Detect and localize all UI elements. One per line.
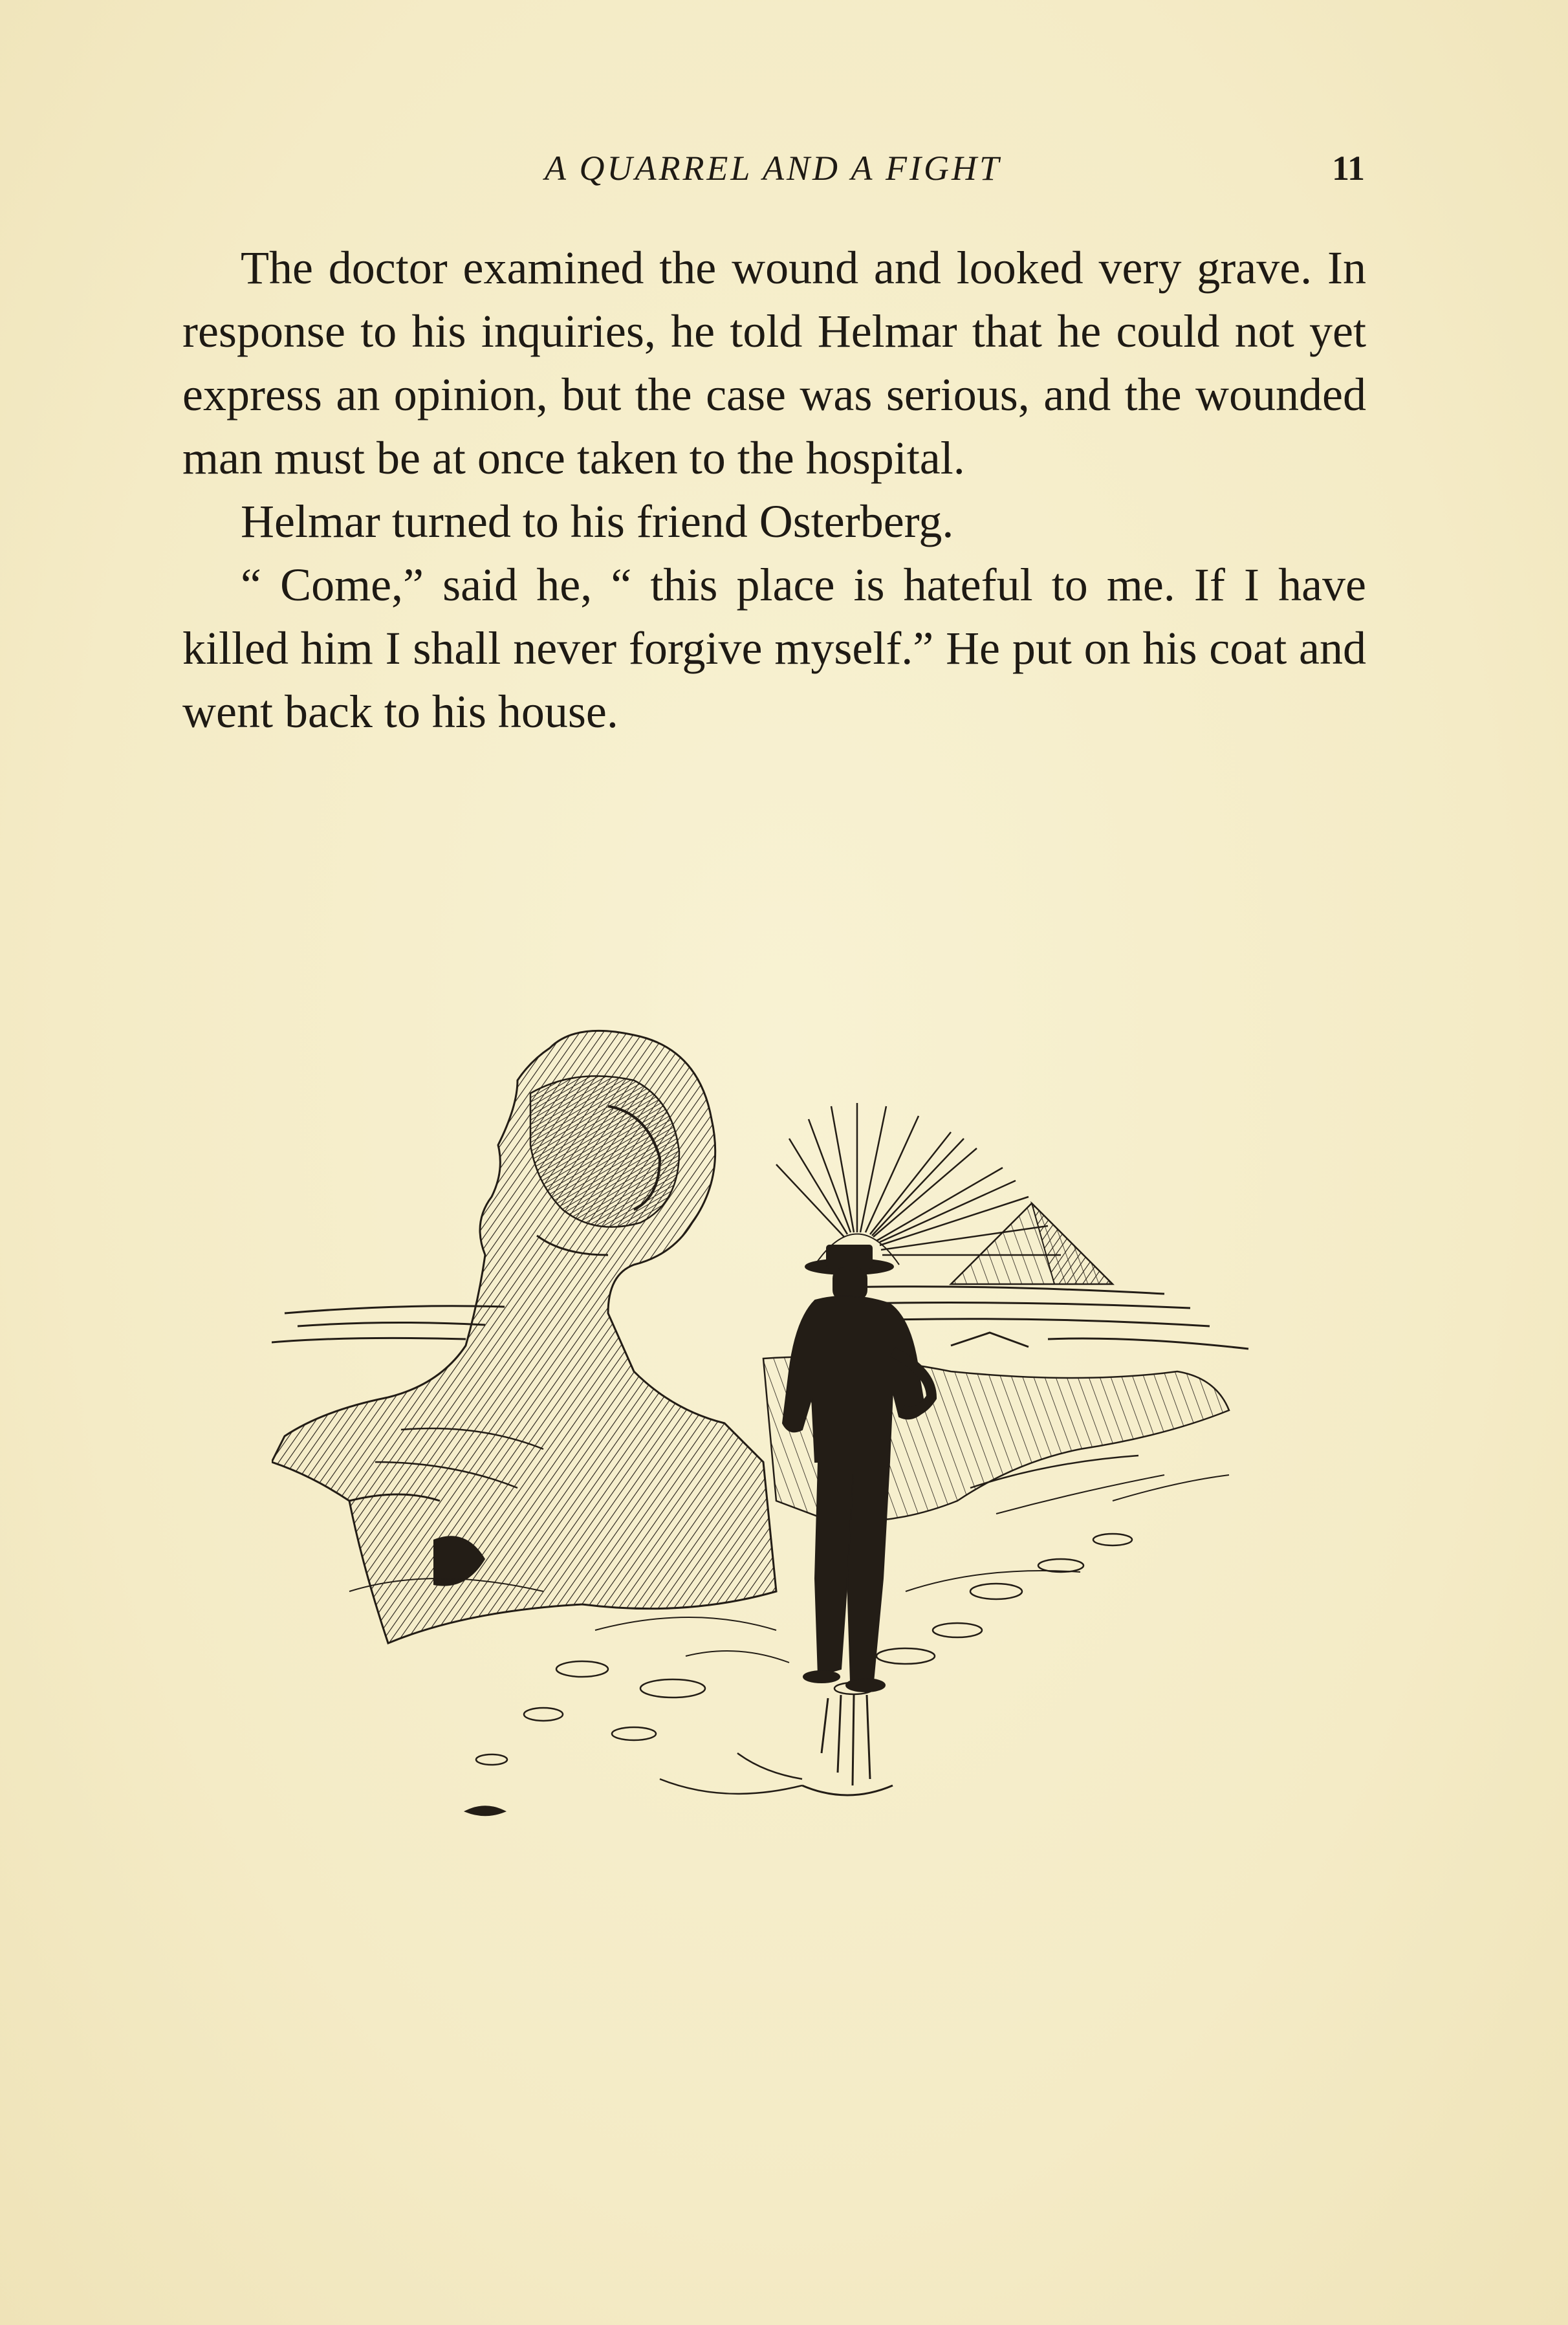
running-title: A QUARREL AND A FIGHT	[544, 149, 1002, 188]
horizon-lines	[272, 1287, 1248, 1349]
man-shadow	[802, 1695, 893, 1795]
paragraph: The doctor examined the wound and looked very grave. In response to his inquiries, he told Helmar that he could not yet express an opinion, but the case was serious, and the wounded man must be at once taken to the hospital.	[182, 242, 1366, 484]
engraving-svg	[272, 1009, 1281, 1870]
body-text	[182, 236, 1366, 743]
running-head	[181, 146, 1365, 191]
sphinx	[272, 1031, 776, 1643]
pyramid	[951, 1203, 1113, 1284]
paragraph: Helmar turned to his friend Osterberg.	[241, 496, 954, 547]
sphinx-illustration	[272, 1009, 1281, 1870]
paragraph: “ Come,” said he, “ this place is hateful to me. If I have killed him I shall never forgive myself.” He put on his coat and went back to his house.	[182, 559, 1366, 737]
page-number: 11	[1331, 149, 1365, 188]
